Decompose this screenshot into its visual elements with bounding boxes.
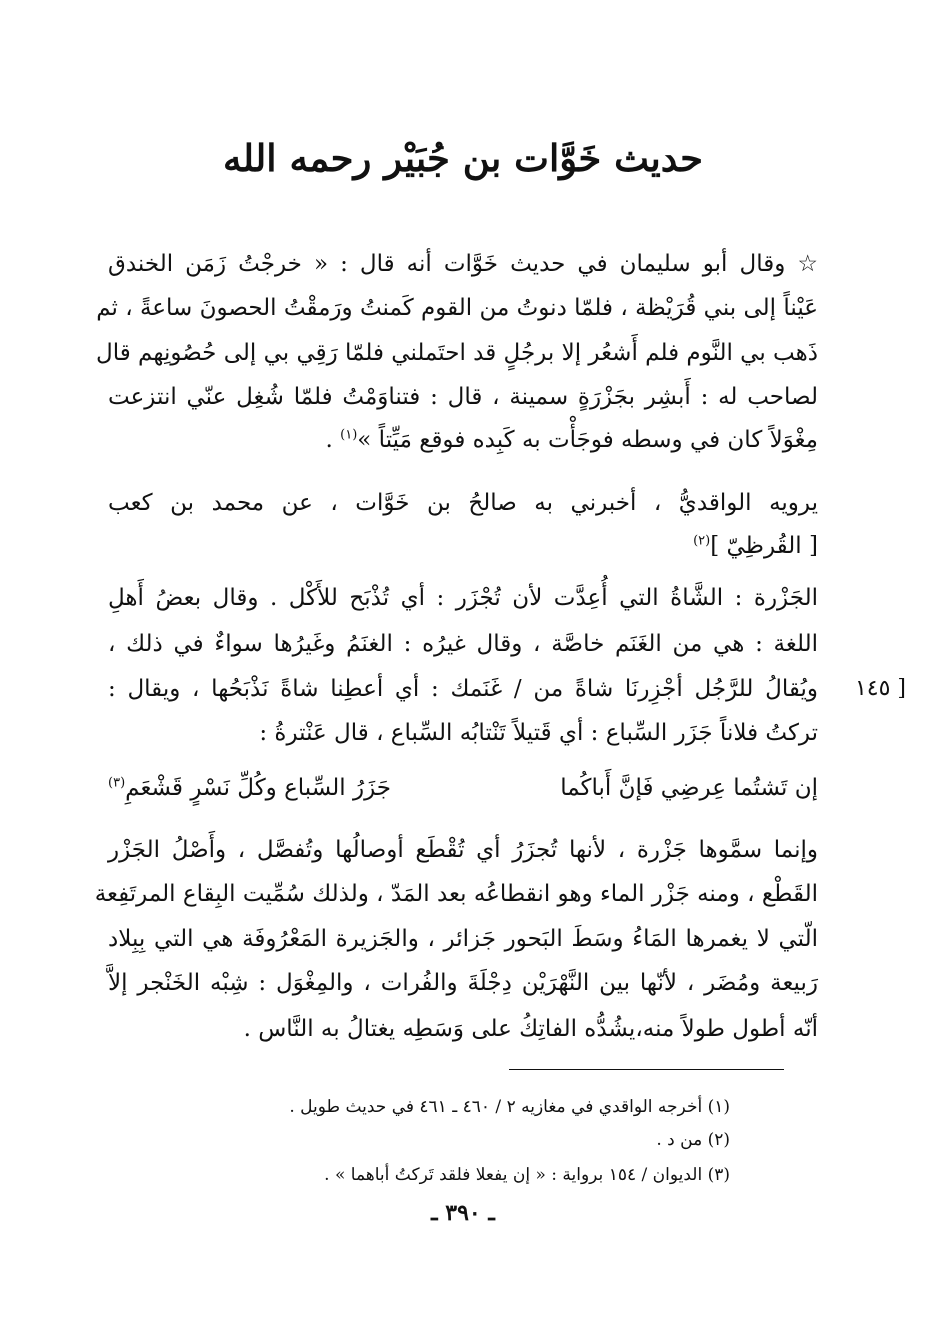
text-line: القَطْع ، ومنه جَزْر الماء وهو انقطاعُه بعد المَدّ ، ولذلك سُمِّيت البِقاع المرتَفِعة [94, 881, 818, 907]
page-title: حديث خَوَّات بن جُبَيْر رحمه الله [222, 136, 704, 180]
footnote: (١) أخرجه الواقدي في مغازيه ٢ / ٤٦٠ ـ ٤٦١ في حديث طويل . [289, 1097, 730, 1117]
poem-second-hemistich: جَزَرُ السِّباع وكُلِّ نَسْرٍ قَشْعَمِ$^{(٣)}$ [108, 775, 391, 801]
footnote: (٣) الديوان / ١٥٤ برواية : « إن يفعلا فلقد تَركتُ أباهما » . [324, 1165, 730, 1185]
footnote: (٢) من د . [656, 1130, 730, 1150]
text-line: وإنما سمَّوها جَزْرة ، لأنها تُجزَرُ أي تُقْطَع أوصالُها وتُفصَّل ، وأَصْلُ الجَزْر [108, 837, 818, 863]
text-line: ذَهب بي النَّوم فلم أَشعُر إلا برجُلٍ قد احتَملني فلمّا رَقِي بي إلى حُصُونِهم قال [96, 340, 818, 366]
margin-page-reference: [ ١٤٥ [854, 676, 906, 701]
footnote-separator [509, 1069, 784, 1070]
text-line: الّتي لا يغمرها المَاءُ وسَطَ البَحور جَزائر ، والجَزيرة المَعْرُوفَة هي التي بِبِلاد [108, 926, 818, 952]
footnote-ref: (٣) [108, 775, 126, 791]
text-line: رَبيعة ومُضَر ، لأنّها بين النَّهْرَيْن دِجْلَةَ والفُرات ، والمِغْوَل : شِبْه الخَنْجر إلاَّ [108, 970, 818, 996]
text-line: عَيْناً إلى بني قُرَيْظة ، فلمّا دنوتُ من القوم كَمنتُ ورَمقْتُ الحصونَ ساعةً ، ثم [96, 295, 818, 321]
text-line: الجَزْرة : الشَّاةُ التي أُعِدَّت لأن تُجْزَر : أي تُذْبَح للأَكْل . وقال بعضُ أَهلِ [108, 585, 818, 611]
footnote-ref: (٢) [693, 533, 711, 549]
text-line: مِغْوَلاً كان في وسطه فوجَأْت به كَبِده فوقع مَيِّتاً »$^{(١)}$ . [325, 427, 818, 453]
text-line: لصاحب له : أَبشِر بجَزْرَةٍ سمينة ، قال : فتناوَمْتُ فلمّا شُغِل عنّي انتزعت [108, 384, 818, 410]
text-line: ويُقالُ للرَّجُل أجْزِرنَا شاةً من / غَنَمك : أي أعطِنا شاةً نَذْبَحُها ، ويقال : [108, 676, 818, 702]
poem-verse [108, 768, 818, 808]
text-line: تركتُ فلاناً جَزَر السِّباع : أي قَتيلاً تَنْتابُه السِّباع ، قال عَنْترةُ : [259, 720, 818, 746]
text-line: يرويه الواقديُّ ، أخبرني به صالحُ بن خَوَّات ، عن محمد بن كعب [108, 490, 818, 516]
poem-first-hemistich: إن تَشتُما عِرضِي فَإنَّ أَباكُما [560, 775, 818, 801]
text-line: [ القُرظِيّ ]$^{(٢)}$ [693, 533, 818, 559]
text-line: أنّه أطول طولاً منه،يشُدُّه الفاتِكُ على وَسَطِه يغتالُ به النَّاس . [243, 1016, 818, 1042]
text-line: اللغة : هي من الغَنَم خاصَّة ، وقال غيرُه : الغنَمُ وغَيرُها سواءٌ في ذلك ، [108, 631, 818, 657]
page-number: ـ ٣٩٠ ـ [431, 1200, 495, 1226]
text-line: ☆ وقال أبو سليمان في حديث خَوَّات أنه قال : « خرجْتُ زَمَن الخندق [108, 251, 818, 277]
footnote-ref: (١) [340, 427, 358, 443]
